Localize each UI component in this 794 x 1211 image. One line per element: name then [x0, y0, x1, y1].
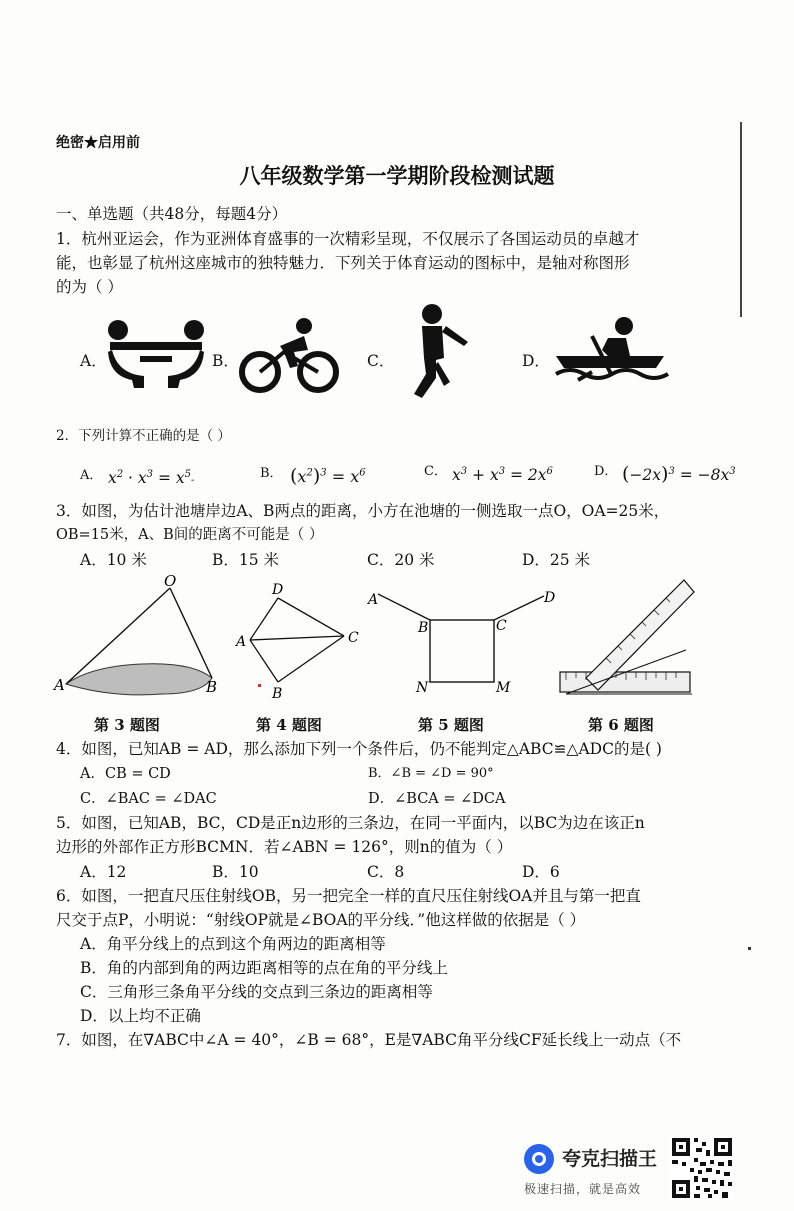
- weightlifting-pair-icon: [104, 318, 208, 392]
- q5-option-b: B．10: [212, 863, 259, 881]
- watermark-slogan: 极速扫描，就是高效: [524, 1182, 642, 1196]
- q4-stem: 4．如图，已知AB = AD，那么添加下列一个条件后，仍不能判定△ABC≌△ADC的是( ): [56, 740, 662, 758]
- q2-option-c-expr: $x^3 + x^3 = 2x^6$: [452, 465, 553, 484]
- fig3-label-o: O: [164, 574, 177, 590]
- q6-line1: 6．如图，一把直尺压住射线OB，另一把完全一样的直尺压住射线OA并且与第一把直: [56, 887, 641, 905]
- fig4-label-b: B: [272, 686, 283, 702]
- watermark-brand: 夸克扫描王: [562, 1148, 658, 1170]
- q2-option-a-label: A．: [80, 468, 103, 483]
- q4-option-d: D．∠BCA = ∠DCA: [368, 791, 506, 807]
- fig5-label-d: D: [544, 590, 556, 606]
- figure-6-rulers-diagram: [556, 574, 696, 708]
- section-heading: 一、单选题（共48分，每题4分）: [56, 205, 288, 223]
- q5-option-d: D．6: [522, 863, 560, 881]
- q4-option-a: A．CB = CD: [80, 766, 171, 782]
- fig4-label-d: D: [272, 582, 284, 598]
- q5-option-a: A．12: [80, 863, 127, 881]
- q1-option-d-label: D．: [522, 352, 550, 370]
- figure-4-caption: 第 4 题图: [256, 716, 322, 734]
- fig5-label-c: C: [496, 618, 507, 634]
- q1-line3: 的为（ ）: [56, 278, 123, 296]
- q3-option-d: D．25 米: [522, 551, 591, 569]
- q2-option-b-expr: $(x^2)^3 = x^6$: [290, 465, 366, 487]
- page-title: 八年级数学第一学期阶段检测试题: [239, 163, 555, 188]
- q6-option-b: B．角的内部到角的两边距离相等的点在角的平分线上: [80, 959, 448, 977]
- q5-option-c: C．8: [367, 863, 405, 881]
- fig5-label-m: M: [496, 680, 511, 696]
- rowing-icon: [552, 316, 672, 388]
- figure-5-caption: 第 5 题图: [418, 716, 484, 734]
- fig4-label-a: A: [236, 634, 247, 650]
- q3-line2: OB=15米，A、B间的距离不可能是（ ）: [56, 527, 324, 543]
- q1-option-c-label: C．: [367, 352, 395, 370]
- fig5-label-n: N: [416, 680, 429, 696]
- fig4-label-c: C: [348, 630, 359, 646]
- figure-5-square-diagram: [364, 582, 564, 702]
- secret-label: 绝密★启用前: [56, 135, 140, 151]
- figure-6-caption: 第 6 题图: [588, 716, 654, 734]
- q4-option-b: B．∠B = ∠D = 90°: [368, 766, 494, 781]
- scan-speck: [748, 947, 751, 950]
- scan-edge-line: [740, 122, 742, 317]
- cycling-icon: [238, 316, 340, 396]
- q3-option-b: B．15 米: [212, 551, 280, 569]
- q1-line2: 能，也彰显了杭州这座城市的独特魅力．下列关于体育运动的图标中，是轴对称图形: [56, 254, 630, 272]
- q5-line1: 5．如图，已知AB，BC，CD是正n边形的三条边，在同一平面内，以BC为边在该正n: [56, 814, 645, 832]
- figure-4-kite-diagram: [232, 578, 362, 704]
- volleyball-player-icon: [392, 302, 482, 402]
- q2-option-d-label: D．: [594, 464, 618, 479]
- q4-option-c: C．∠BAC = ∠DAC: [80, 791, 217, 807]
- q1-option-a-label: A．: [80, 352, 107, 370]
- quark-logo-icon: [522, 1142, 556, 1176]
- q3-line1: 3．如图，为估计池塘岸边A、B两点的距离，小方在池塘的一侧选取一点O，OA=25米，: [56, 502, 670, 520]
- fig3-label-a: A: [54, 676, 65, 694]
- fig5-label-a: A: [368, 592, 379, 608]
- q3-option-a: A．10 米: [80, 551, 147, 569]
- q1-line1: 1．杭州亚运会，作为亚洲体育盛事的一次精彩呈现，不仅展示了各国运动员的卓越才: [56, 230, 640, 248]
- q7-line1: 7．如图，在∇ABC中∠A = 40°，∠B = 68°，E是∇ABC角平分线CF延长线上一动点（不: [56, 1031, 682, 1049]
- qr-code-icon: [670, 1136, 734, 1200]
- q2-stem: 2．下列计算不正确的是（ ）: [56, 428, 231, 444]
- q2-option-c-label: C．: [424, 464, 447, 479]
- q2-option-d-expr: $(-2x)^3 = -8x^3$: [622, 463, 736, 485]
- fig3-label-b: B: [206, 678, 218, 696]
- fig5-label-b: B: [418, 620, 429, 636]
- q2-option-b-label: B．: [260, 466, 283, 481]
- q6-option-d: D．以上均不正确: [80, 1007, 201, 1025]
- q1-option-b-label: B．: [212, 352, 239, 370]
- q6-line2: 尺交于点P，小明说：“射线OP就是∠BOA的平分线．”他这样做的依据是（ ）: [56, 911, 586, 929]
- q6-option-c: C．三角形三条角平分线的交点到三条边的距离相等: [80, 983, 433, 1001]
- q6-option-a: A．角平分线上的点到这个角两边的距离相等: [80, 935, 386, 953]
- q5-line2: 边形的外部作正方形BCMN．若∠ABN = 126°，则n的值为（ ）: [56, 838, 513, 856]
- figure-3-caption: 第 3 题图: [94, 716, 160, 734]
- q2-option-a-expr: $x^2 \cdot x^3 = x^5-$: [108, 468, 195, 487]
- scanner-watermark: [520, 1138, 740, 1202]
- q3-option-c: C．20 米: [367, 551, 435, 569]
- figure-3-pond-diagram: [52, 574, 232, 704]
